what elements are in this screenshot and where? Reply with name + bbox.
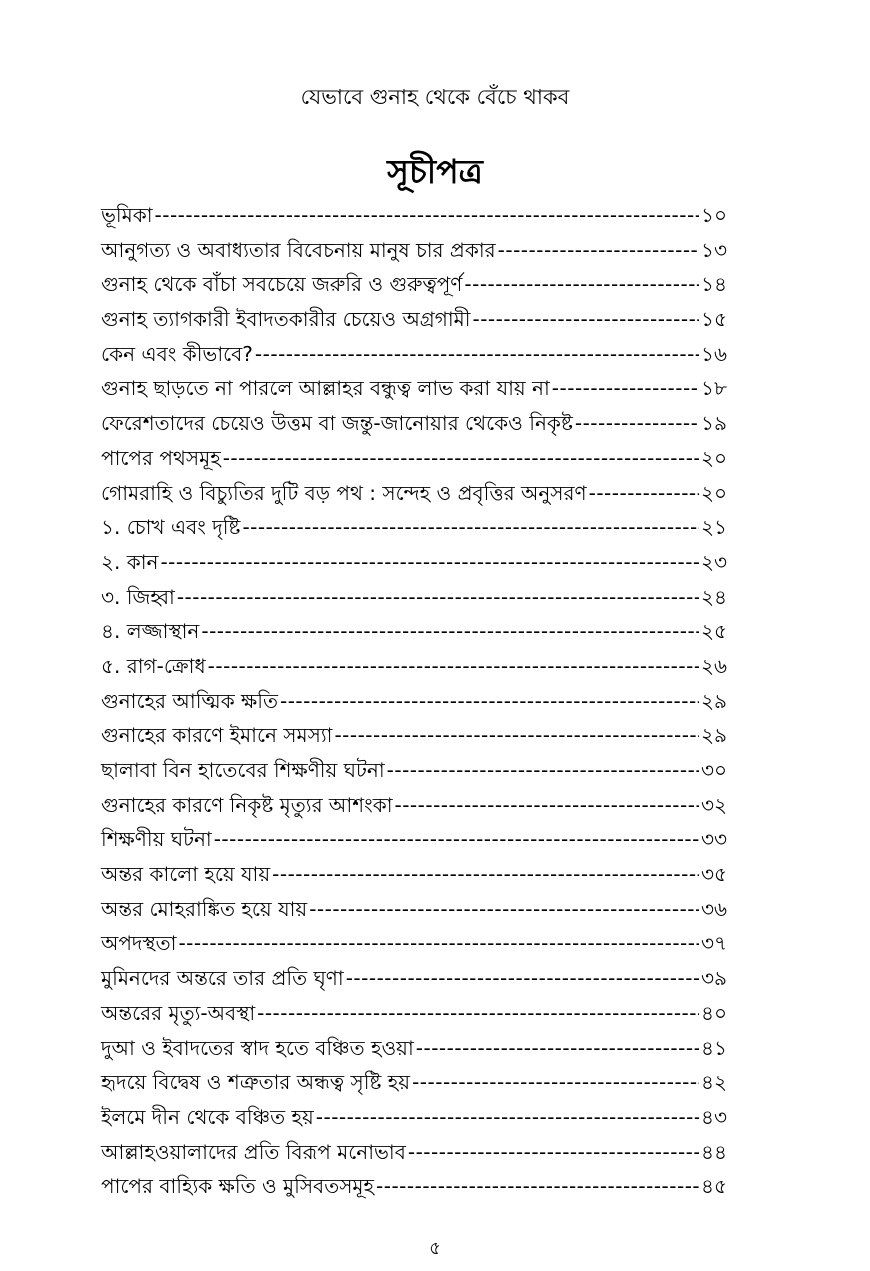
toc-entry-page: ৩৯	[701, 966, 727, 991]
dot-leader	[160, 545, 699, 580]
toc-entry-page: ২৯	[701, 723, 727, 748]
dot-leader	[309, 892, 699, 927]
toc-entry	[101, 857, 727, 892]
toc-entry	[101, 1031, 727, 1066]
toc-entry-page: ১৫	[701, 307, 727, 332]
toc-entry-title: অন্তরের মৃত্যু-অবস্থা	[101, 1000, 256, 1025]
toc-entry	[101, 1169, 727, 1204]
dot-leader	[214, 822, 699, 857]
toc-entry	[101, 718, 727, 753]
dot-leader	[178, 926, 699, 961]
toc-entry-title: হৃদয়ে বিদ্বেষ ও শত্রুতার অন্ধত্ব সৃষ্টি হয়	[101, 1070, 411, 1095]
toc-entry-page: ৪৩	[701, 1104, 727, 1129]
toc-entry-title: মুমিনদের অন্তরে তার প্রতি ঘৃণা	[101, 966, 344, 991]
dot-leader	[242, 510, 699, 545]
dot-leader	[155, 198, 699, 233]
toc-entry-title: ইলমে দীন থেকে বঞ্চিত হয়	[101, 1104, 314, 1129]
toc-entry	[101, 614, 727, 649]
toc-entry-page: ১০	[701, 203, 727, 227]
dot-leader	[272, 857, 699, 892]
dot-leader	[464, 267, 699, 302]
dot-leader	[208, 649, 699, 684]
dot-leader	[280, 684, 699, 719]
toc-entry-title: গুনাহের কারণে ইমানে সমস্যা	[101, 723, 333, 748]
toc-entry	[101, 337, 727, 372]
toc-entry-title: অন্তর মোহরাঙ্কিত হয়ে যায়	[101, 896, 308, 921]
dot-leader	[316, 1100, 699, 1135]
toc-entry-title: গুনাহ ছাড়তে না পারলে আল্লাহর বন্ধুত্ব লাভ করা যায় না	[101, 376, 550, 401]
toc-entry-title: ভূমিকা	[101, 203, 153, 227]
toc-entry-page: ৩০	[700, 758, 727, 782]
dot-leader	[473, 302, 700, 337]
toc-entry	[101, 302, 727, 337]
toc-entry-page: ৪০	[701, 1000, 727, 1025]
dot-leader	[223, 441, 699, 476]
toc-entry	[101, 961, 727, 996]
toc-entry	[101, 371, 727, 406]
dot-leader	[395, 788, 699, 823]
toc-entry-title: গুনাহ ত্যাগকারী ইবাদতকারীর চেয়েও অগ্রগামী	[101, 307, 471, 332]
toc-entry-title: ৩. জিহ্বা	[101, 584, 175, 609]
dot-leader	[552, 371, 699, 406]
toc-entry-page: ৪৫	[701, 1174, 727, 1199]
toc-entry-title: ফেরেশতাদের চেয়েও উত্তম বা জন্তু-জানোয়ার থেকেও নিকৃষ্ট	[101, 411, 573, 436]
dot-leader	[376, 1169, 699, 1204]
toc-entry	[101, 996, 727, 1031]
toc-entry-title: ৪. লজ্জাস্থান	[101, 619, 200, 644]
toc-entry	[101, 684, 727, 719]
toc-entry-title: পাপের পথসমূহ	[101, 445, 221, 470]
toc-entry-title: গোমরাহি ও বিচ্যুতির দুটি বড় পথ : সন্দেহ ও প্রবৃত্তির অনুসরণ	[101, 480, 587, 505]
toc-entry-page: ৩৩	[700, 827, 727, 852]
dot-leader	[575, 406, 699, 441]
toc-entry-page: ৪২	[701, 1070, 727, 1095]
toc-entry-page: ১৯	[701, 411, 727, 436]
dot-leader	[408, 1135, 699, 1170]
toc-entry	[101, 753, 727, 788]
toc-entry	[101, 892, 727, 927]
toc-entry-title: অন্তর কালো হয়ে যায়	[101, 862, 271, 887]
toc-entry	[101, 1100, 727, 1135]
toc-entry-page: ১৪	[701, 272, 727, 297]
toc-entry-title: কেন এবং কীভাবে?	[101, 341, 253, 366]
dot-leader	[498, 233, 699, 268]
toc-entry-title: ২. কান	[101, 549, 159, 574]
toc-entry-title: গুনাহের কারণে নিকৃষ্ট মৃত্যুর আশংকা	[101, 792, 393, 817]
toc-entry-page: ২৬	[700, 653, 727, 678]
toc-entry-page: ৩২	[700, 792, 727, 817]
dot-leader	[255, 337, 699, 372]
toc-entry-title: আনুগত্য ও অবাধ্যতার বিবেচনায় মানুষ চার প্রকার	[101, 237, 496, 262]
toc-entry-page: ২০	[700, 445, 727, 470]
toc-entry-title: অপদস্থতা	[101, 931, 177, 956]
toc-entry-title: আল্লাহওয়ালাদের প্রতি বিরূপ মনোভাব	[101, 1139, 406, 1164]
toc-entry-page: ৩৫	[701, 862, 727, 887]
toc-entry-page: ২০	[700, 480, 727, 505]
toc-entry-page: ২৩	[700, 549, 727, 574]
toc-entry-title: ছালাবা বিন হাতেবের শিক্ষণীয় ঘটনা	[101, 758, 385, 782]
toc-entry-page: ১৮	[701, 376, 727, 401]
toc-entry-page: ১৩	[701, 237, 727, 262]
toc-entry-title: দুআ ও ইবাদতের স্বাদ হতে বঞ্চিত হওয়া	[101, 1035, 414, 1060]
toc-entry-page: ৪১	[701, 1035, 727, 1060]
toc-entry-page: ৩৬	[700, 896, 727, 921]
toc-entry-title: ৫. রাগ-ক্রোধ	[101, 653, 206, 678]
toc-entry-page: ২১	[701, 515, 727, 540]
toc-entry-title: গুনাহের আত্মিক ক্ষতি	[101, 688, 278, 713]
running-header: যেভাবে গুনাহ থেকে বেঁচে থাকব	[300, 85, 570, 109]
dot-leader	[201, 614, 699, 649]
toc-entry	[101, 1135, 727, 1170]
dot-leader	[589, 476, 699, 511]
toc-entry	[101, 580, 727, 615]
toc-entry-page: ৩৭	[700, 931, 727, 956]
toc-entry-page: ২৪	[701, 584, 727, 609]
toc-entry-title: শিক্ষণীয় ঘটনা	[101, 827, 212, 852]
toc-entry	[101, 545, 727, 580]
dot-leader	[257, 996, 699, 1031]
toc-entry	[101, 441, 727, 476]
dot-leader	[177, 580, 699, 615]
toc-entry	[101, 510, 727, 545]
toc-entry-title: ১. চোখ এবং দৃষ্টি	[101, 515, 241, 540]
dot-leader	[334, 718, 699, 753]
toc-entry-title: গুনাহ থেকে বাঁচা সবচেয়ে জরুরি ও গুরুত্বপূর্ণ	[101, 272, 463, 297]
toc-entry	[101, 476, 727, 511]
toc-entry-page: ২৫	[701, 619, 727, 644]
dot-leader	[412, 1065, 699, 1100]
toc-entry	[101, 788, 727, 823]
dot-leader	[416, 1031, 699, 1066]
toc-entry-page: ২৯	[701, 688, 727, 713]
dot-leader	[346, 961, 699, 996]
toc-entry	[101, 267, 727, 302]
toc-entry	[101, 822, 727, 857]
page-number: ৫	[429, 1238, 441, 1259]
toc-entry-title: পাপের বাহ্যিক ক্ষতি ও মুসিবতসমূহ	[101, 1174, 375, 1199]
toc-entry	[101, 926, 727, 961]
toc-entry	[101, 406, 727, 441]
toc-entry-page: ১৬	[701, 341, 727, 366]
toc-title: সূচীপত্র	[387, 152, 483, 191]
toc-entry	[101, 649, 727, 684]
dot-leader	[387, 753, 699, 788]
toc-entry-page: ৪৪	[701, 1139, 727, 1164]
toc-entry	[101, 233, 727, 268]
table-of-contents	[101, 198, 727, 1204]
toc-entry	[101, 198, 727, 233]
toc-entry	[101, 1065, 727, 1100]
